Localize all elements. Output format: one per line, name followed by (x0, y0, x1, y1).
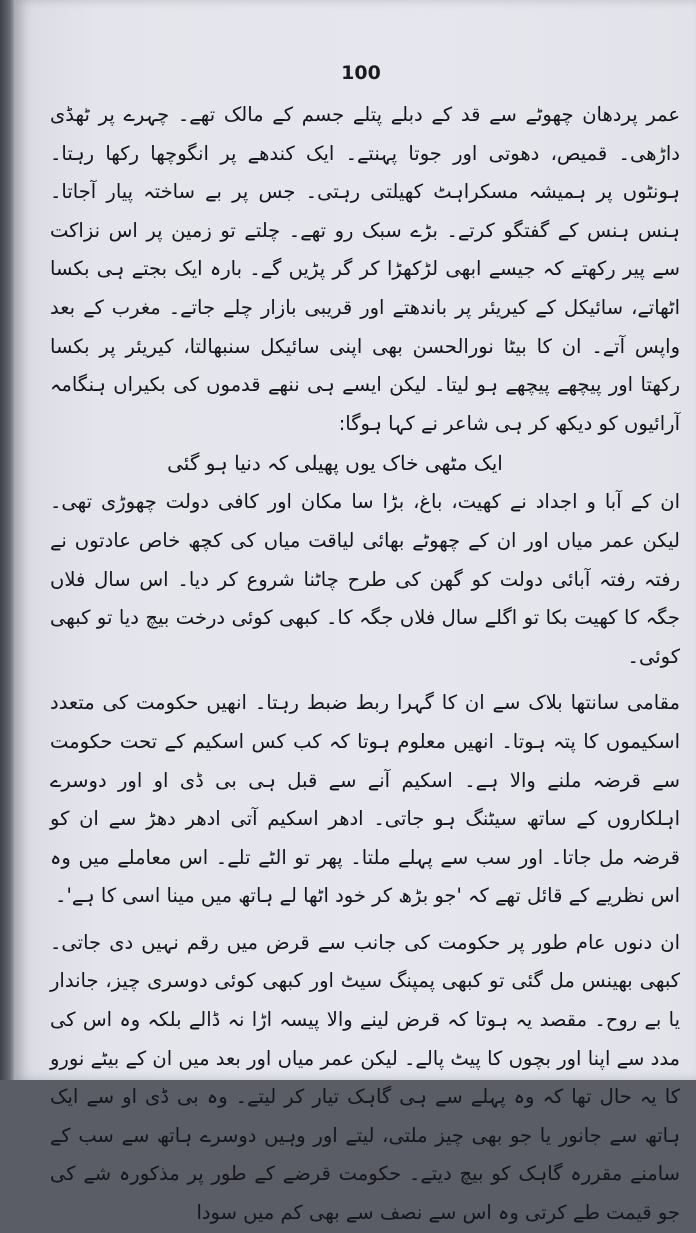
paragraph-1: عمر پردھان چھوٹے سے قد کے دبلے پتلے جسم کے مالک تھے۔ چہرے پر ٹھڈی داڑھی۔ قمیص، دھوتی اور جوتا پہنتے۔ ایک کندھے پر انگوچھا رکھا رہتا۔ ہونٹوں پر ہمیشہ مسکراہٹ کھیلتی رہتی۔ جس پر بے ساختہ پیار آجاتا۔ ہنس ہنس کے گفتگو کرتے۔ بڑے سبک رو تھے۔ چلتے تو زمین پر اس نزاکت سے پیر رکھتے کہ جیسے ابھی لڑکھڑا کر گر پڑیں گے۔ بارہ ایک بجتے ہی بکسا اٹھاتے، سائیکل کے کیریئر پر باندھتے اور قریبی بازار چلے جاتے۔ مغرب کے بعد واپس آتے۔ ان کا بیٹا نورالحسن بھی اپنی سائیکل سنبھالتا، کیریئر پر بکسا رکھتا اور پیچھے پیچھے ہو لیتا۔ لیکن ایسے ہی ننھے قدموں کی بکیراں ہنگامہ آرائیوں کو دیکھ کر ہی شاعر نے کہا ہوگا: (50, 103, 680, 435)
page-number: 100 (341, 62, 381, 84)
paragraph-3: مقامی سانتھا بلاک سے ان کا گہرا ربط ضبط رہتا۔ انھیں حکومت کی متعدد اسکیموں کا پتہ ہوتا۔ انھیں معلوم ہوتا کہ کب کس اسکیم کے تحت حکومت سے قرضہ ملنے والا ہے۔ اسکیم آنے سے قبل ہی بی ڈی او اور دوسرے اہلکاروں کے ساتھ سیٹنگ ہو جاتی۔ ادھر اسکیم آتی ادھر دھڑ سے ان کو قرضہ مل جاتا۔ اور سب سے پہلے ملتا۔ پھر تو الٹے تلے۔ اس معاملے میں وہ اس نظریے کے قائل تھے کہ 'جو بڑھ کر خود اٹھا لے ہاتھ میں مینا اسی کا ہے'۔ (50, 691, 680, 908)
paragraph-4: ان دنوں عام طور پر حکومت کی جانب سے قرض میں رقم نہیں دی جاتی۔ کبھی بھینس مل گئی تو کبھی پمپنگ سیٹ اور کبھی کوئی دوسری چیز، جاندار یا بے روح۔ مقصد یہ ہوتا کہ قرض لینے والا پیسہ اڑا نہ ڈالے بلکہ وہ اس کی مدد سے اپنا اور بچوں کا پیٹ پالے۔ لیکن عمر میاں اور بعد میں ان کے بیٹے نورو کا یہ حال تھا کہ وہ پہلے سے ہی گاہک تیار کر لیتے۔ وہ بی ڈی او سے ایک ہاتھ سے جانور یا جو بھی چیز ملتی، لیتے اور وہیں دوسرے ہاتھ سے سب کے سامنے مقررہ گاہک کو بیچ دیتے۔ حکومت قرضے کے طور پر مذکورہ شے کی جو قیمت طے کرتی وہ اس سے نصف سے بھی کم میں سودا (50, 930, 680, 1225)
book-page (14, 0, 696, 1225)
page-text (50, 96, 680, 1233)
book-spine (0, 0, 14, 1080)
verse-line: ایک مٹھی خاک یوں پھیلی کہ دنیا ہو گئی (167, 451, 503, 476)
paragraph-2: ان کے آبا و اجداد نے کھیت، باغ، بڑا سا مکان اور کافی دولت چھوڑی تھی۔ لیکن عمر میاں اور ان کے چھوٹے بھائی لیاقت میاں کی کچھ خاص عادتوں نے رفتہ رفتہ آبائی دولت کو گھن کی طرح چاٹنا شروع کر دیا۔ اس سال فلاں جگہ کا کھیت بکا تو اگلے سال فلاں جگہ کا۔ کبھی کوئی درخت بیچ دیا تو کبھی کوئی۔ (50, 490, 680, 668)
